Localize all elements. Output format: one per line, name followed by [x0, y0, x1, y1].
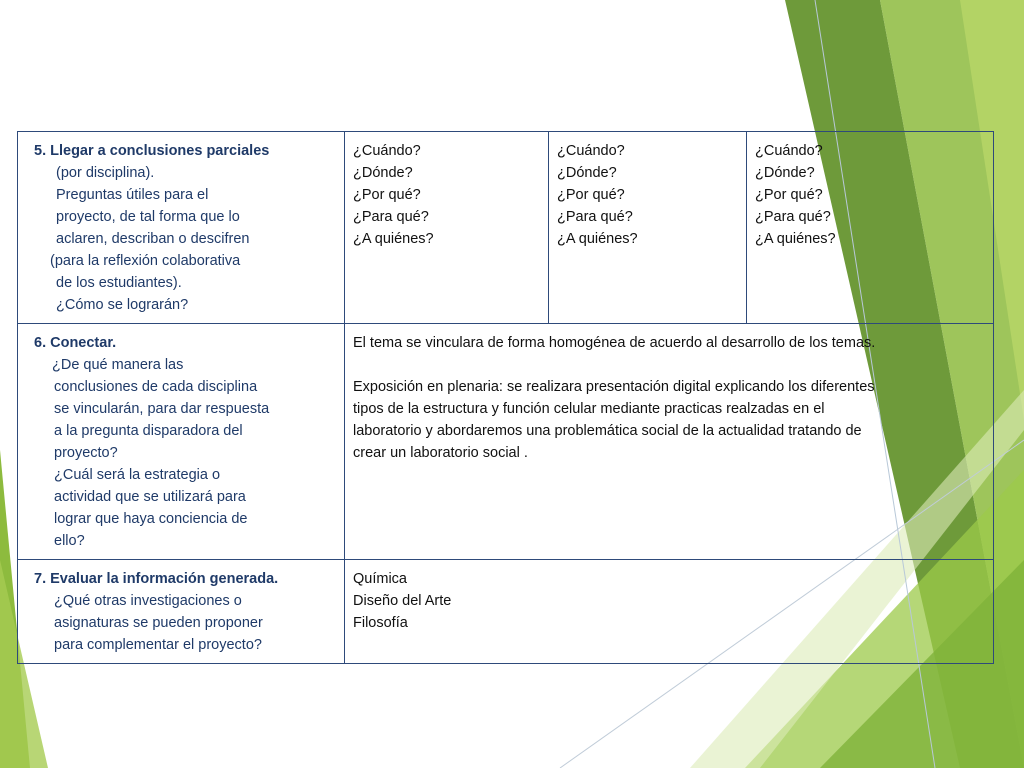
question-item: ¿Dónde?	[755, 165, 815, 181]
question-cell	[747, 132, 994, 324]
row-label	[18, 132, 345, 324]
table-row	[18, 132, 994, 324]
subject-item: Filosofía	[353, 615, 408, 631]
label-line: proyecto?	[54, 445, 118, 461]
label-line: proyecto, de tal forma que lo	[56, 209, 240, 225]
question-item: ¿Dónde?	[353, 165, 413, 181]
label-line: se vincularán, para dar respuesta	[54, 401, 270, 417]
question-item: ¿Por qué?	[557, 187, 625, 203]
row-label	[18, 560, 345, 664]
question-cell	[549, 132, 747, 324]
label-line: a la pregunta disparadora del	[54, 423, 243, 439]
question-item: ¿Para qué?	[557, 209, 633, 225]
question-cell	[345, 132, 549, 324]
subject-item: Química	[353, 571, 407, 587]
content-line: laboratorio y abordaremos una problemática social de la actualidad tratando de	[353, 423, 862, 439]
row-title: 7. Evaluar la información generada.	[34, 571, 279, 587]
project-table	[17, 131, 994, 664]
label-line: actividad que se utilizará para	[54, 489, 246, 505]
label-line: de los estudiantes).	[56, 275, 182, 291]
label-line: aclaren, describan o descifren	[56, 231, 250, 247]
table-row	[18, 324, 994, 560]
connection-content	[345, 324, 994, 560]
label-line: conclusiones de cada disciplina	[54, 379, 258, 395]
content-line: tipos de la estructura y función celular mediante practicas realzadas en el	[353, 401, 825, 417]
row-title: 6. Conectar.	[34, 335, 117, 351]
question-item: ¿Por qué?	[755, 187, 823, 203]
table-row	[18, 560, 994, 664]
question-item: ¿A quiénes?	[353, 231, 434, 247]
label-line: ello?	[54, 533, 85, 549]
row-title: 5. Llegar a conclusiones parciales	[34, 143, 270, 159]
question-item: ¿Cuándo?	[755, 143, 823, 159]
label-line: ¿Cómo se lograrán?	[56, 297, 189, 313]
question-item: ¿A quiénes?	[755, 231, 836, 247]
label-line: (para la reflexión colaborativa	[50, 253, 241, 269]
label-line: Preguntas útiles para el	[56, 187, 209, 203]
question-item: ¿Por qué?	[353, 187, 421, 203]
question-item: ¿Para qué?	[353, 209, 429, 225]
row-label	[18, 324, 345, 560]
label-line: ¿Cuál será la estrategia o	[54, 467, 221, 483]
label-line: lograr que haya conciencia de	[54, 511, 248, 527]
question-item: ¿Dónde?	[557, 165, 617, 181]
subject-item: Diseño del Arte	[353, 593, 452, 609]
question-item: ¿Cuándo?	[353, 143, 421, 159]
label-line: ¿De qué manera las	[52, 357, 184, 373]
label-line: asignaturas se pueden proponer	[54, 615, 263, 631]
label-line: ¿Qué otras investigaciones o	[54, 593, 242, 609]
subjects-content	[345, 560, 994, 664]
question-item: ¿Cuándo?	[557, 143, 625, 159]
content-line: crear un laboratorio social .	[353, 445, 528, 461]
label-line: para complementar el proyecto?	[54, 637, 262, 653]
label-line: (por disciplina).	[56, 165, 155, 181]
content-line: El tema se vinculara de forma homogénea de acuerdo al desarrollo de los temas.	[353, 335, 876, 351]
content-line: Exposición en plenaria: se realizara presentación digital explicando los diferentes	[353, 379, 875, 395]
question-item: ¿A quiénes?	[557, 231, 638, 247]
question-item: ¿Para qué?	[755, 209, 831, 225]
